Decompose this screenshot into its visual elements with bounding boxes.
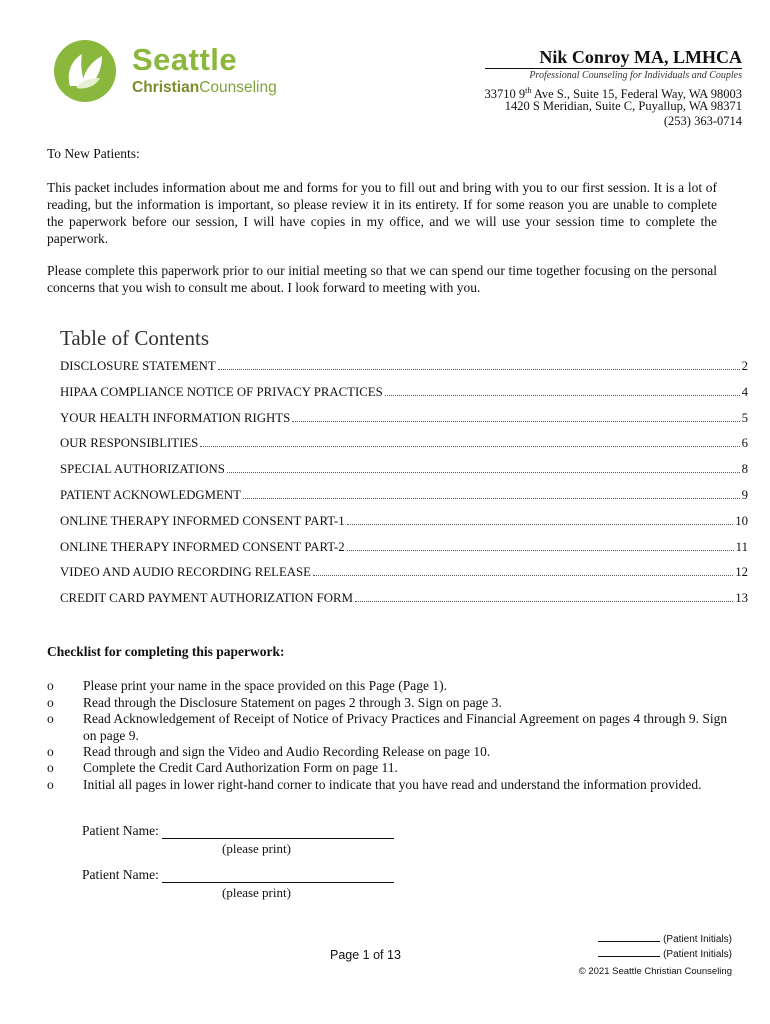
toc-leader-dots <box>313 575 733 576</box>
checklist-item <box>47 695 737 712</box>
toc-entry-page: 12 <box>735 565 748 580</box>
toc-leader-dots <box>347 550 734 551</box>
toc-entry[interactable] <box>60 435 748 461</box>
toc-entry-label: ONLINE THERAPY INFORMED CONSENT PART-2 <box>60 539 345 554</box>
greeting: To New Patients: <box>47 146 140 161</box>
please-print-hint-1: (please print) <box>222 841 291 856</box>
page-number: Page 1 of 13 <box>330 948 401 962</box>
please-print-hint-2: (please print) <box>222 885 291 900</box>
checklist-item <box>47 777 737 794</box>
toc-entry[interactable] <box>60 358 748 384</box>
toc-entry-page: 8 <box>741 462 748 477</box>
toc-entry-label: CREDIT CARD PAYMENT AUTHORIZATION FORM <box>60 591 353 606</box>
checklist-item-text: Initial all pages in lower right-hand corner to indicate that you have read and understand the information provided. <box>83 777 702 792</box>
logo-name-christian-counseling: ChristianCounseling <box>132 79 277 96</box>
toc-leader-dots <box>227 472 740 473</box>
checklist-item-text: Read through and sign the Video and Audio Recording Release on page 10. <box>83 744 491 759</box>
checklist-item <box>47 711 737 744</box>
toc-leader-dots <box>200 446 739 447</box>
logo <box>52 38 322 104</box>
checklist-item <box>47 760 737 777</box>
checklist-item-text: Please print your name in the space provided on this Page (Page 1). <box>83 678 448 693</box>
checklist-item-text: Complete the Credit Card Authorization Form on page 11. <box>83 760 398 775</box>
checklist-bullet: o <box>47 711 54 726</box>
checklist-item-text: Read Acknowledgement of Receipt of Notice of Privacy Practices and Financial Agreement on pages 4 through 9. Sign on page 9. <box>83 711 728 743</box>
toc-entry-label: HIPAA COMPLIANCE NOTICE OF PRIVACY PRACTICES <box>60 384 383 399</box>
toc-entry[interactable] <box>60 513 748 539</box>
toc-leader-dots <box>347 524 734 525</box>
checklist-item <box>47 678 737 695</box>
toc-entry-label: ONLINE THERAPY INFORMED CONSENT PART-1 <box>60 513 345 528</box>
toc-entry[interactable] <box>60 564 748 590</box>
toc-leader-dots <box>385 395 740 396</box>
patient-initials-field-2[interactable]: (Patient Initials) <box>598 949 732 960</box>
leaf-logo-icon <box>52 38 118 104</box>
counselor-name: Nik Conroy MA, LMHCA <box>485 46 742 69</box>
patient-name-field-1[interactable]: Patient Name: <box>82 823 394 839</box>
phone-number: (253) 363-0714 <box>663 114 742 128</box>
toc-entry-label: YOUR HEALTH INFORMATION RIGHTS <box>60 410 291 425</box>
toc-entry-page: 5 <box>741 410 748 425</box>
toc-leader-dots <box>218 369 740 370</box>
toc-entry-label: DISCLOSURE STATEMENT <box>60 359 216 373</box>
toc-entry-page: 2 <box>741 359 748 373</box>
checklist-item-text: Read through the Disclosure Statement on pages 2 through 3. Sign on page 3. <box>83 695 502 710</box>
toc-entry[interactable] <box>60 461 748 487</box>
toc-leader-dots <box>292 421 739 422</box>
patient-name-field-2[interactable]: Patient Name: <box>82 867 394 883</box>
address-puyallup: 1420 S Meridian, Suite C, Puyallup, WA 98371 <box>504 99 742 113</box>
checklist-bullet: o <box>47 744 54 759</box>
toc-entry-page: 13 <box>735 591 748 606</box>
toc-entry[interactable] <box>60 539 748 565</box>
toc-title: Table of Contents <box>60 326 209 350</box>
copyright: © 2021 Seattle Christian Counseling <box>578 966 732 977</box>
toc-entry-label: VIDEO AND AUDIO RECORDING RELEASE <box>60 565 311 580</box>
toc-entry-label: SPECIAL AUTHORIZATIONS <box>60 462 225 477</box>
toc-leader-dots <box>355 601 733 602</box>
checklist-bullet: o <box>47 695 54 710</box>
toc-entry[interactable] <box>60 590 748 616</box>
toc-entry[interactable] <box>60 384 748 410</box>
intro-paragraph-2: Please complete this paperwork prior to our initial meeting so that we can spend our time together focusing on the personal concerns that you wish to consult me about. I look forward to meeting with you. <box>47 263 717 295</box>
checklist-bullet: o <box>47 777 54 792</box>
toc-entry-page: 6 <box>741 436 748 451</box>
toc-leader-dots <box>243 498 740 499</box>
toc-entry-page: 4 <box>741 384 748 399</box>
checklist-item <box>47 744 737 761</box>
toc-entry-page: 10 <box>735 513 748 528</box>
toc-entry-label: PATIENT ACKNOWLEDGMENT <box>60 488 241 502</box>
toc-entry[interactable] <box>60 410 748 436</box>
toc-entry-page: 11 <box>735 539 748 554</box>
patient-initials-field-1[interactable]: (Patient Initials) <box>598 934 732 945</box>
toc-entry[interactable] <box>60 487 748 513</box>
intro-paragraph-1: This packet includes information about me and forms for you to fill out and bring with you to our first session. It is a lot of reading, but the information is important, so please review it in its entirety. If for some reason you are unable to complete the paperwork before our session, I will have copies in my office, and we will use your session time to complete the paperwork. <box>47 180 717 246</box>
logo-name-seattle: Seattle <box>132 42 238 77</box>
checklist-bullet: o <box>47 678 54 693</box>
toc-entry-page: 9 <box>741 488 748 502</box>
counselor-subtitle: Professional Counseling for Individuals and Couples <box>529 70 742 81</box>
toc-entry-label: OUR RESPONSIBLITIES <box>60 436 199 451</box>
checklist-title: Checklist for completing this paperwork: <box>47 644 285 659</box>
address-federal-way: 33710 9th Ave S., Suite 15, Federal Way, WA 98003 <box>484 86 742 102</box>
checklist-bullet: o <box>47 760 54 775</box>
